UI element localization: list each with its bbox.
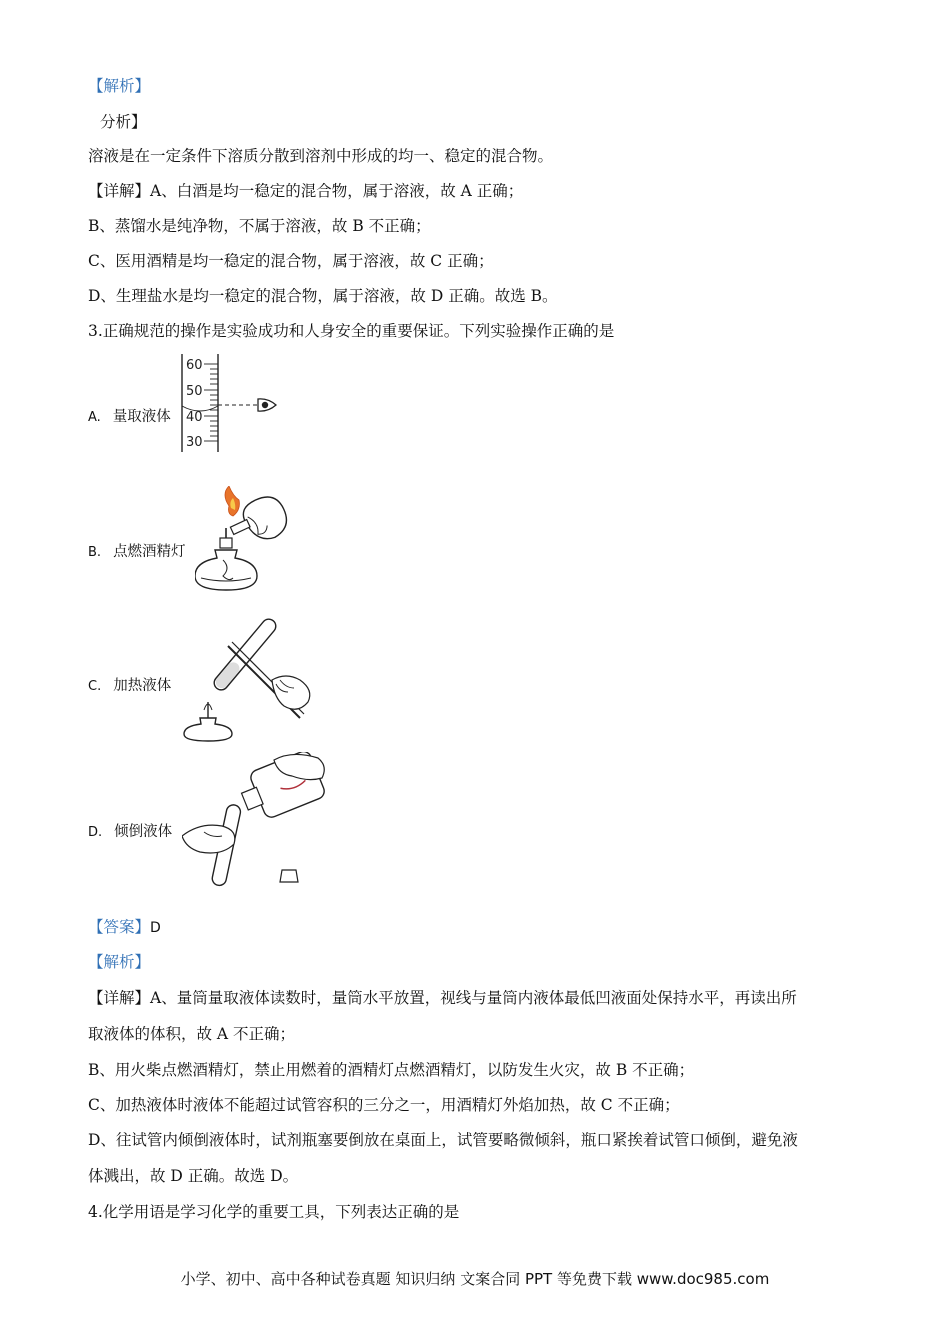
detail-a-line: 【详解】A、白酒是均一稳定的混合物，属于溶液，故 A 正确； bbox=[88, 182, 524, 200]
definition-line: 溶液是在一定条件下溶质分散到溶剂中形成的均一、稳定的混合物。 bbox=[88, 147, 554, 165]
q3-detail-d-2: 体溅出，故 D 正确。故选 D。 bbox=[88, 1167, 299, 1185]
test-tube-heating-figure bbox=[180, 618, 320, 744]
option-c-letter: C. bbox=[88, 679, 102, 694]
stopper-icon bbox=[280, 870, 298, 882]
detail-c-line: C、医用酒精是均一稳定的混合物，属于溶液，故 C 正确； bbox=[88, 252, 494, 270]
option-b-text: 点燃酒精灯 bbox=[113, 544, 186, 560]
option-b bbox=[88, 540, 186, 561]
q4-stem: 4.化学用语是学习化学的重要工具，下列表达正确的是 bbox=[88, 1203, 460, 1221]
q3-stem: 3.正确规范的操作是实验成功和人身安全的重要保证。下列实验操作正确的是 bbox=[88, 322, 615, 340]
alcohol-lamp-figure bbox=[195, 486, 305, 596]
option-d bbox=[88, 820, 172, 841]
fenxi-tag: 分析】 bbox=[100, 113, 147, 131]
q3-detail-a-1: 【详解】A、量筒量取液体读数时，量筒水平放置，视线与量筒内液体最低凹液面处保持水平，再读出所 bbox=[88, 989, 797, 1007]
q3-detail-a-2: 取液体的体积，故 A 不正确； bbox=[88, 1025, 296, 1043]
option-a-letter: A. bbox=[88, 410, 101, 425]
answer-tag: 【答案】 bbox=[88, 918, 151, 936]
answer-line bbox=[88, 917, 161, 938]
option-a bbox=[88, 405, 171, 426]
footer-banner: 小学、初中、高中各种试卷真题 知识归纳 文案合同 PPT 等免费下载 www.doc985.com bbox=[180, 1270, 770, 1288]
tick-50: 50 bbox=[186, 384, 203, 399]
q3-detail-d-1: D、往试管内倾倒液体时，试剂瓶塞要倒放在桌面上，试管要略微倾斜，瓶口紧挨着试管口倾倒，避免液 bbox=[88, 1131, 798, 1149]
option-d-text: 倾倒液体 bbox=[114, 824, 173, 840]
pouring-liquid-figure bbox=[182, 752, 332, 890]
tick-60: 60 bbox=[186, 358, 203, 373]
measuring-cylinder-figure bbox=[178, 352, 288, 456]
jiexi-tag: 【解析】 bbox=[88, 77, 151, 95]
answer-value: D bbox=[150, 920, 161, 936]
option-d-letter: D. bbox=[88, 825, 103, 840]
option-a-text: 量取液体 bbox=[112, 409, 171, 425]
tick-40: 40 bbox=[186, 410, 203, 425]
q3-detail-c: C、加热液体时液体不能超过试管容积的三分之一，用酒精灯外焰加热，故 C 不正确； bbox=[88, 1096, 680, 1114]
option-b-letter: B. bbox=[88, 545, 102, 560]
option-c bbox=[88, 674, 171, 695]
detail-b-line: B、蒸馏水是纯净物，不属于溶液，故 B 不正确； bbox=[88, 217, 431, 235]
q3-jiexi-tag: 【解析】 bbox=[88, 953, 151, 971]
detail-d-line: D、生理盐水是均一稳定的混合物，属于溶液，故 D 正确。故选 B。 bbox=[88, 287, 558, 305]
tick-30: 30 bbox=[186, 435, 203, 450]
q3-detail-b: B、用火柴点燃酒精灯，禁止用燃着的酒精灯点燃酒精灯，以防发生火灾，故 B 不正确； bbox=[88, 1061, 695, 1079]
option-c-text: 加热液体 bbox=[113, 678, 172, 694]
